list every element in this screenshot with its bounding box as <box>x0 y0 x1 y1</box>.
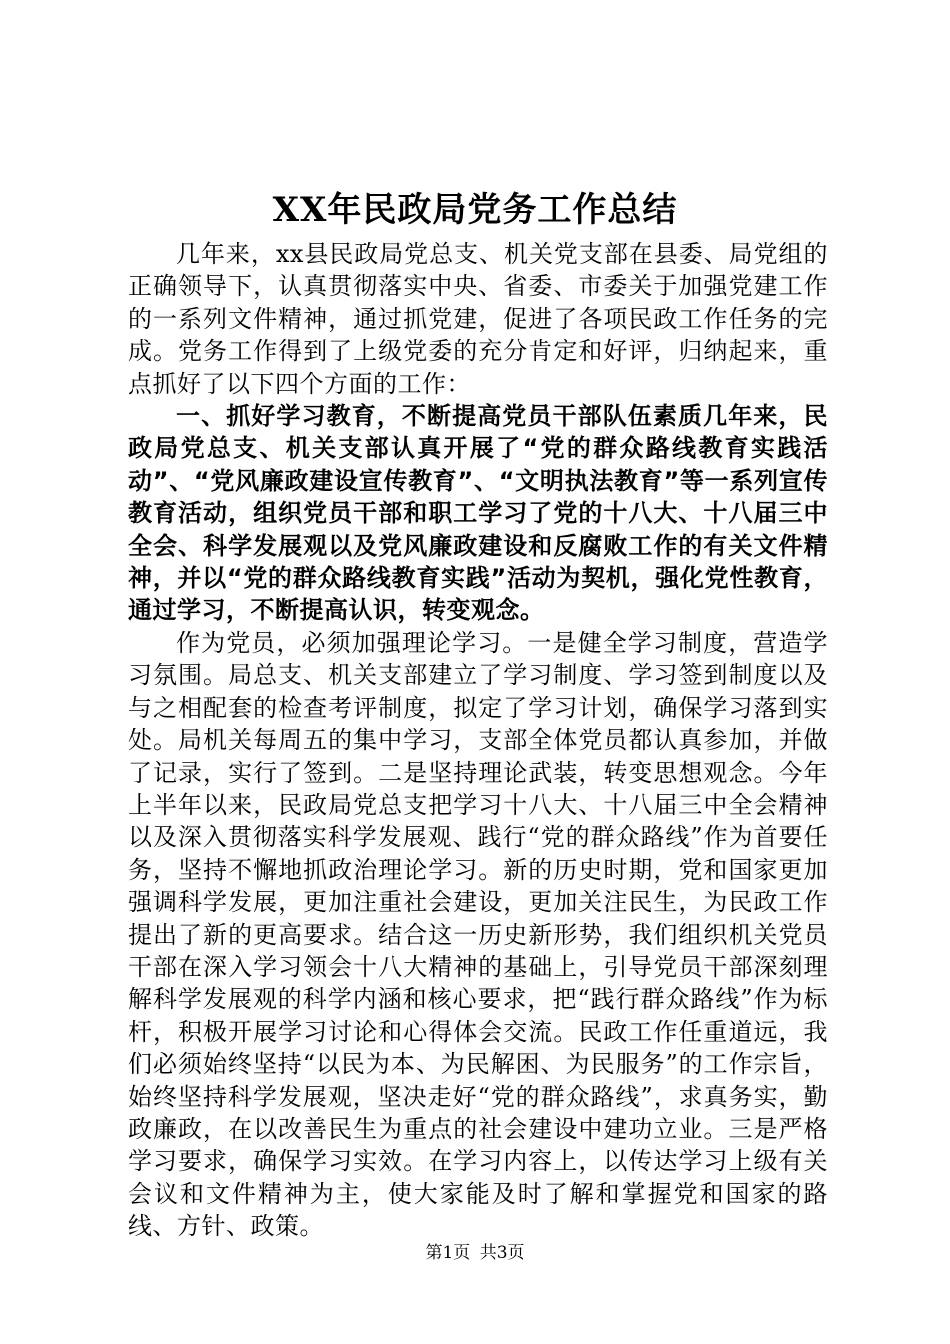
intro-paragraph: 几年来，xx县民政局党总支、机关党支部在县委、局党组的正确领导下，认真贯彻落实中央、省委、市委关于加强党建工作的一系列文件精神，通过抓党建，促进了各项民政工作任务的完成。党务工作得到了上级党委的充分肯定和好评，归纳起来，重点抓好了以下四个方面的工作： <box>128 240 828 398</box>
section-one-heading-paragraph: 一、抓好学习教育，不断提高党员干部队伍素质几年来，民政局党总支、机关支部认真开展了“党的群众路线教育实践活动”、“党风廉政建设宣传教育”、“文明执法教育”等一系列宣传教育活动，组织党员干部和职工学习了党的十八大、十八届三中全会、科学发展观以及党风廉政建设和反腐败工作的有关文件精神，并以“党的群众路线教育实践”活动为契机，强化党性教育，通过学习，不断提高认识，转变观念。 <box>128 402 828 625</box>
page-total: 共3页 <box>479 1243 525 1263</box>
page-number: 第1页 <box>425 1243 471 1263</box>
document-title: XX年民政局党务工作总结 <box>272 190 678 230</box>
document-body <box>128 238 828 1243</box>
page-footer <box>0 1242 950 1264</box>
theory-study-paragraph: 作为党员，必须加强理论学习。一是健全学习制度，营造学习氛围。局总支、机关支部建立了学习制度、学习签到制度以及与之相配套的检查考评制度，拟定了学习计划，确保学习落到实处。局机关每周五的集中学习，支部全体党员都认真参加，并做了记录，实行了签到。二是坚持理论武装，转变思想观念。今年上半年以来，民政局党总支把学习十八大、十八届三中全会精神以及深入贯彻落实科学发展观、践行“党的群众路线”作为首要任务，坚持不懈地抓政治理论学习。新的历史时期，党和国家更加强调科学发展，更加注重社会建设，更加关注民生，为民政工作提出了新的更高要求。结合这一历史新形势，我们组织机关党员干部在深入学习领会十八大精神的基础上，引导党员干部深刻理解科学发展观的科学内涵和核心要求，把“践行群众路线”作为标杆，积极开展学习讨论和心得体会交流。民政工作任重道远，我们必须始终坚持“以民为本、为民解困、为民服务”的工作宗旨，始终坚持科学发展观，坚决走好“党的群众路线”，求真务实，勤政廉政，在以改善民生为重点的社会建设中建功立业。三是严格学习要求，确保学习实效。在学习内容上，以传达学习上级有关会议和文件精神为主，使大家能及时了解和掌握党和国家的路线、方针、政策。 <box>128 628 828 1241</box>
